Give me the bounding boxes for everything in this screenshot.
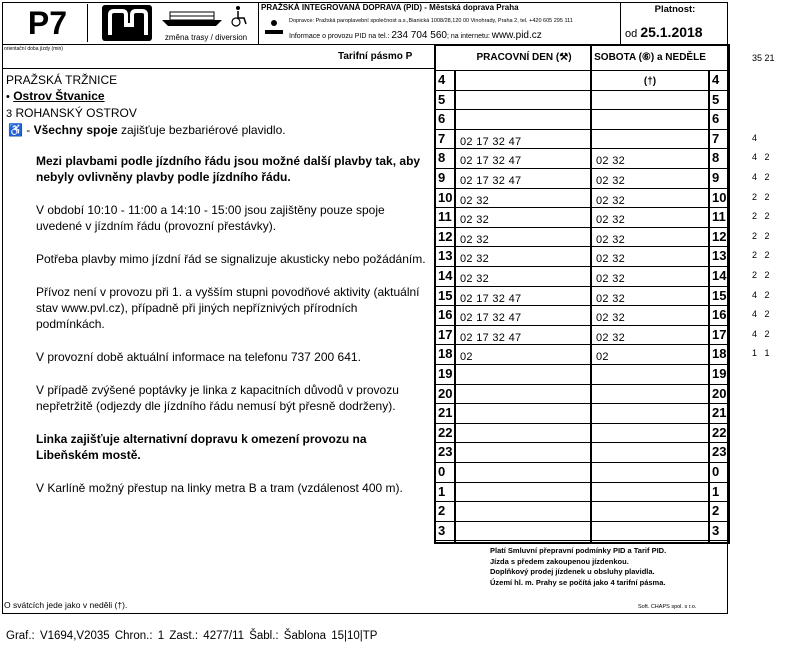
weekend-minutes: 02 32 <box>596 331 626 344</box>
column-weekend: SOBOTA (⑥) a NEDĚLE (†) <box>594 52 706 87</box>
trip-count: 4 2 <box>752 309 770 320</box>
trip-count: 4 2 <box>752 328 770 339</box>
note-transfer: V Karlíně možný přestup na linky metra B a tram (vzdálenost 400 m). <box>36 481 403 495</box>
trip-count: 2 2 <box>752 191 770 202</box>
table-row <box>436 522 728 542</box>
hour-left: 14 <box>438 268 453 283</box>
note-alternative: Linka zajišťuje alternativní dopravu k omezení provozu na Libeňském mostě. <box>36 432 367 462</box>
table-row <box>436 130 728 150</box>
trip-count: 2 2 <box>752 250 770 261</box>
hour-right: 9 <box>712 170 720 185</box>
hour-left: 2 <box>438 503 446 519</box>
table-row <box>436 189 728 209</box>
trip-count: 4 2 <box>752 172 770 182</box>
hour-left: 11 <box>438 209 452 225</box>
table-row <box>436 483 728 503</box>
trip-count: 4 <box>752 132 758 143</box>
note-capacity: V případě zvýšené poptávky je linka z kapacitních důvodů v provozu nepřetržitě (odjezdy dle jízdního řádu nemusí být přesně dodrženy). <box>36 383 399 413</box>
hour-left: 7 <box>438 130 446 146</box>
table-row <box>436 267 728 287</box>
hour-right: 2 <box>712 503 720 519</box>
workday-minutes: 02 <box>460 351 473 364</box>
hour-left: 1 <box>438 483 446 499</box>
workday-minutes: 02 32 <box>460 214 490 227</box>
orientation-note: orientační doba jízdy (min) <box>4 46 63 52</box>
weekend-minutes: 02 32 <box>596 292 626 305</box>
workday-minutes: 02 32 <box>460 194 490 207</box>
validity-box <box>620 2 728 44</box>
hour-left: 23 <box>438 444 453 460</box>
hour-right: 3 <box>712 522 720 538</box>
table-row <box>436 287 728 307</box>
hour-left: 17 <box>438 326 453 342</box>
stop-item-current: • Ostrov Štvanice <box>6 89 105 103</box>
table-row <box>436 169 728 189</box>
note-breaks: V období 10:10 - 11:00 a 14:10 - 15:00 jsou zajištěny pouze spoje uvedené v jízdním řádu (provozní přestávky). <box>36 203 385 233</box>
table-row <box>436 306 728 326</box>
hour-right: 0 <box>712 464 720 479</box>
ferry-icon <box>102 5 152 41</box>
hour-right: 4 <box>712 72 720 87</box>
wheelchair-icon: ♿ - <box>8 123 31 137</box>
stop-item: 3 ROHANSKÝ OSTROV <box>6 106 137 120</box>
workday-minutes: 02 17 32 47 <box>460 292 522 305</box>
pid-logo-icon <box>263 16 285 40</box>
workday-minutes: 02 32 <box>460 233 490 246</box>
diversion-panel <box>156 4 256 44</box>
column-workday: PRACOVNÍ DEN (⚒) <box>458 46 592 70</box>
hour-right: 14 <box>712 268 727 283</box>
hour-left: 0 <box>438 464 446 479</box>
weekend-minutes: 02 32 <box>596 312 626 325</box>
workday-minutes: 02 17 32 47 <box>460 135 522 148</box>
hour-right: 5 <box>712 91 720 107</box>
hour-left: 5 <box>438 91 446 107</box>
hour-left: 3 <box>438 522 446 538</box>
hour-right: 7 <box>712 130 720 146</box>
table-row <box>436 228 728 248</box>
trip-count: 2 2 <box>752 270 770 280</box>
pid-title: PRAŽSKÁ INTEGROVANÁ DOPRAVA (PID) - Městská doprava Praha <box>261 3 519 12</box>
hour-right: 13 <box>712 248 727 264</box>
hour-right: 12 <box>712 228 727 244</box>
departure-table <box>434 44 730 544</box>
note-flood: Přívoz není v provozu při 1. a vyšším stupni povodňové aktivity (aktuální stav www.pvl.cz), případně při jiných nepříznivých přírodních podmínkách. <box>36 285 420 331</box>
table-row <box>436 463 728 483</box>
hour-right: 22 <box>712 424 727 440</box>
hour-right: 23 <box>712 444 727 460</box>
hour-left: 21 <box>438 405 453 421</box>
hour-left: 9 <box>438 170 446 185</box>
trip-count: 2 2 <box>752 230 770 241</box>
hour-right: 19 <box>712 366 727 381</box>
table-row <box>436 247 728 267</box>
hour-right: 21 <box>712 405 727 421</box>
hour-left: 4 <box>438 72 446 87</box>
weekend-minutes: 02 <box>596 351 609 364</box>
workday-minutes: 02 32 <box>460 253 490 266</box>
notes-section <box>8 122 428 513</box>
workday-minutes: 02 17 32 47 <box>460 175 522 187</box>
hour-right: 16 <box>712 307 727 323</box>
info-phone: 234 704 560 <box>391 30 447 41</box>
tariff-zone: Tarifní pásmo P <box>338 51 413 62</box>
workday-minutes: 02 32 <box>460 273 490 285</box>
table-row <box>436 443 728 463</box>
workday-minutes: 02 17 32 47 <box>460 312 522 325</box>
note-extra-trips: Mezi plavbami podle jízdního řádu jsou možné další plavby tak, aby nebyly ovlivněny plavby podle jízdního řádu. <box>36 154 421 184</box>
hour-right: 10 <box>712 189 727 205</box>
validity-label: Platnost: <box>654 4 696 15</box>
table-row <box>436 91 728 111</box>
hour-right: 18 <box>712 346 727 362</box>
weekend-minutes: 02 32 <box>596 175 626 187</box>
hour-right: 11 <box>712 209 726 225</box>
holidays-note: O svátcích jede jako v neděli (†). <box>4 600 128 610</box>
weekend-minutes: 02 32 <box>596 253 626 266</box>
weekend-minutes: 02 32 <box>596 214 626 227</box>
footer-info: Graf.: V1694,V2035 Chron.: 1 Zast.: 4277/11 Šabl.: Šablona 15|10|TP <box>6 630 378 642</box>
info-line: Informace o provozu PID na tel.: 234 704 560; na internetu: www.pid.cz <box>289 30 542 41</box>
validity-date: od 25.1.2018 <box>625 24 703 40</box>
subheader-divider <box>2 68 436 69</box>
software-credit: Soft. CHAPS spol. s r.o. <box>638 604 697 610</box>
hour-left: 6 <box>438 111 446 127</box>
weekend-minutes: 02 32 <box>596 273 626 285</box>
stop-list <box>6 72 137 122</box>
weekend-minutes: 02 32 <box>596 194 626 207</box>
workday-minutes: 02 17 32 47 <box>460 331 522 344</box>
note-phone: V provozní době aktuální informace na telefonu 737 200 641. <box>36 350 361 364</box>
hour-left: 13 <box>438 248 453 264</box>
hour-left: 16 <box>438 307 453 323</box>
hour-right: 17 <box>712 326 727 342</box>
trip-count: 4 2 <box>752 289 770 300</box>
hour-left: 22 <box>438 424 453 440</box>
trip-count: 2 2 <box>752 211 770 222</box>
hour-right: 1 <box>712 483 720 499</box>
hour-right: 6 <box>712 111 720 127</box>
table-row <box>436 424 728 444</box>
trip-count: 4 2 <box>752 152 770 163</box>
operator-text: Dopravce: Pražská paroplavební společnost a.s.,Bianická 1008/28,120 00 Vinohrady, Praha 2, tel. +420 605 295 111 <box>289 18 573 24</box>
hour-left: 12 <box>438 228 453 244</box>
count-header: 35 21 <box>752 53 775 63</box>
note-signal: Potřeba plavby mimo jízdní řád se signalizuje akusticky nebo požádáním. <box>36 252 426 266</box>
ship-icon <box>156 4 256 30</box>
table-row <box>436 208 728 228</box>
pid-info <box>258 2 618 44</box>
hour-left: 19 <box>438 366 453 381</box>
trip-count: 1 1 <box>752 348 770 359</box>
hour-left: 10 <box>438 189 453 205</box>
diversion-label: změna trasy / diversion <box>164 33 248 42</box>
hour-left: 15 <box>438 287 453 303</box>
table-row <box>436 385 728 405</box>
info-web: www.pid.cz <box>491 30 542 41</box>
barrier-free-note: ♿ - Všechny spoje zajišťuje bezbariérové plavidlo. <box>8 123 286 137</box>
workday-minutes: 02 17 32 47 <box>460 155 522 168</box>
hour-right: 20 <box>712 385 727 401</box>
table-row <box>436 149 728 169</box>
line-number: P7 <box>8 4 88 42</box>
table-row <box>436 326 728 346</box>
table-row <box>436 345 728 365</box>
table-row <box>436 71 728 91</box>
hour-right: 15 <box>712 287 727 303</box>
weekend-minutes: 02 32 <box>596 233 626 246</box>
weekend-minutes: 02 32 <box>596 155 626 168</box>
hour-left: 8 <box>438 150 446 166</box>
table-row <box>436 110 728 130</box>
tariff-info: Platí Smluvní přepravní podmínky PID a Tarif PID. Jízda s předem zakoupenou jízdenkou. Doplňkový prodej jízdenek u obsluhy plavidla. Území hl. m. Prahy se počítá jako 4 tarifní pásma. <box>490 546 667 587</box>
hour-left: 20 <box>438 385 453 401</box>
table-row <box>436 365 728 385</box>
stop-item: PRAŽSKÁ TRŽNICE <box>6 73 118 87</box>
hour-right: 8 <box>712 150 720 166</box>
table-row <box>436 502 728 522</box>
hour-left: 18 <box>438 346 453 362</box>
table-row <box>436 404 728 424</box>
